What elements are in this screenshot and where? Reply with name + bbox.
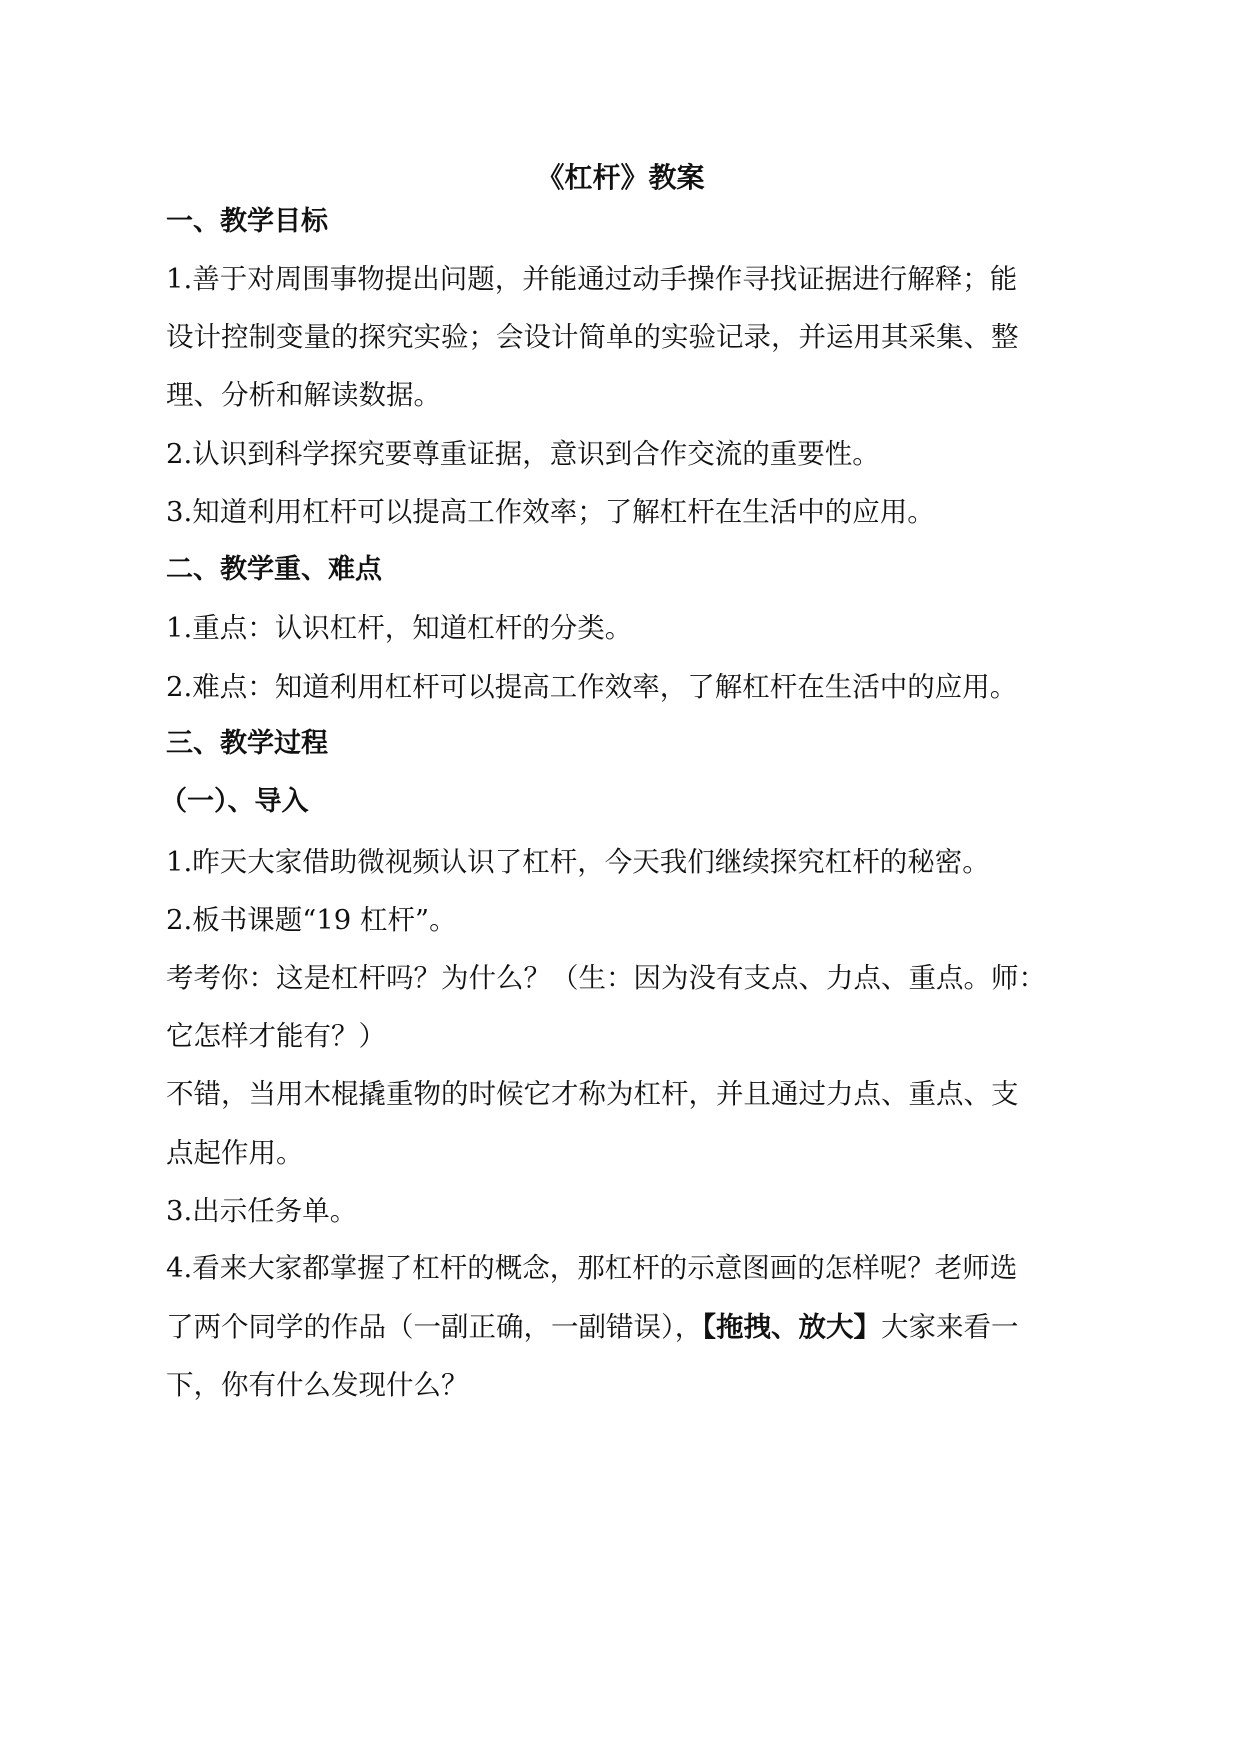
document-title: 《杠杆》教案 [536,161,705,194]
paragraph-line: 2.板书课题“19 杠杆”。 [166,904,457,936]
paragraph-text: 大家来看一 [881,1311,1019,1343]
paragraph-text: 了两个同学的作品（一副正确，一副错误）， [166,1311,703,1343]
paragraph-line: 1.昨天大家借助微视频认识了杠杆，今天我们继续探究杠杆的秘密。 [166,846,990,878]
paragraph-line: 2.难点：知道利用杠杆可以提高工作效率，了解杠杆在生活中的应用。 [166,671,1018,703]
paragraph-line: 理、分析和解读数据。 [166,379,441,411]
section-heading-key-points: 二、教学重、难点 [166,554,382,585]
paragraph-line: 考考你：这是杠杆吗？为什么？（生：因为没有支点、力点、重点。师： [166,962,1046,994]
paragraph-line: 设计控制变量的探究实验；会设计简单的实验记录，并运用其采集、整 [166,321,1019,353]
section-heading-objectives: 一、教学目标 [166,206,328,237]
paragraph-line: 2.认识到科学探究要尊重证据，意识到合作交流的重要性。 [166,438,880,470]
paragraph-line: 下，你有什么发现什么？ [166,1369,469,1401]
paragraph-line: 3.知道利用杠杆可以提高工作效率；了解杠杆在生活中的应用。 [166,496,935,528]
paragraph-line: 它怎样才能有？） [166,1020,386,1052]
paragraph-line-with-emphasis [166,1307,1019,1347]
paragraph-line: 1.善于对周围事物提出问题，并能通过动手操作寻找证据进行解释；能 [166,263,1018,295]
section-heading-process: 三、教学过程 [166,728,328,759]
paragraph-line: 4.看来大家都掌握了杠杆的概念，那杠杆的示意图画的怎样呢？老师选 [166,1252,1018,1284]
paragraph-line: 1.重点：认识杠杆，知道杠杆的分类。 [166,612,633,644]
subsection-heading-intro: （一）、导入 [160,786,309,817]
emphasis-text: 【拖拽、放大】 [702,1311,881,1343]
paragraph-line: 点起作用。 [166,1137,304,1169]
paragraph-line: 3.出示任务单。 [166,1195,358,1227]
paragraph-line: 不错，当用木棍撬重物的时候它才称为杠杆，并且通过力点、重点、支 [166,1078,1019,1110]
